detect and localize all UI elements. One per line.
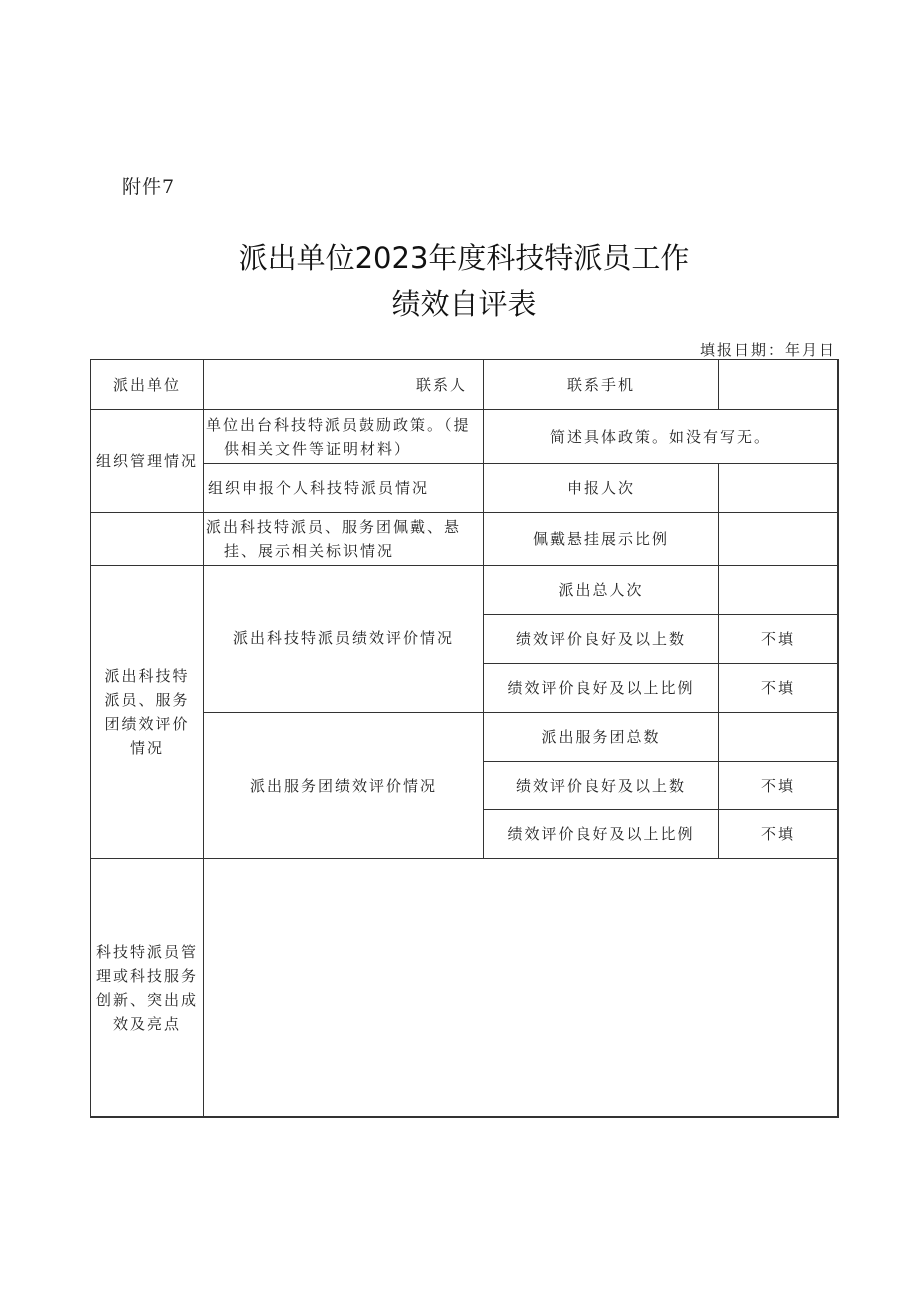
tech-good-label: 绩效评价良好及以上数 xyxy=(484,615,719,664)
badge-ratio-input[interactable] xyxy=(719,513,838,566)
form-title-line2: 绩效自评表 xyxy=(391,287,537,321)
policy-note-cell[interactable]: 简述具体政策。如没有写无。 xyxy=(484,410,838,464)
attachment-number: 附件7 xyxy=(122,176,176,198)
badge-empty-cell xyxy=(91,513,204,566)
team-total-label: 派出服务团总数 xyxy=(484,713,719,762)
tech-ratio-label: 绩效评价良好及以上比例 xyxy=(484,664,719,713)
performance-section-label: 派出科技特派员、服务团绩效评价情况 xyxy=(91,566,204,859)
policy-label: 单位出台科技特派员鼓励政策。（提供相关文件等证明材料） xyxy=(204,410,484,464)
phone-label: 联系手机 xyxy=(484,360,719,410)
team-ratio-label: 绩效评价良好及以上比例 xyxy=(484,810,719,859)
tech-performance-label: 派出科技特派员绩效评价情况 xyxy=(204,566,484,713)
highlights-input-area[interactable] xyxy=(204,859,838,1117)
declare-label: 组织申报个人科技特派员情况 xyxy=(204,464,484,513)
contact-label: 联系人 xyxy=(204,360,484,410)
badge-label: 派出科技特派员、服务团佩戴、悬挂、展示相关标识情况 xyxy=(204,513,484,566)
highlights-label: 科技特派员管理或科技服务创新、突出成效及亮点 xyxy=(91,859,204,1117)
tech-good-value: 不填 xyxy=(719,615,838,664)
tech-total-label: 派出总人次 xyxy=(484,566,719,615)
badge-ratio-label: 佩戴悬挂展示比例 xyxy=(484,513,719,566)
team-performance-label: 派出服务团绩效评价情况 xyxy=(204,713,484,859)
team-total-input[interactable] xyxy=(719,713,838,762)
form-title-line1: 派出单位2023年度科技特派员工作 xyxy=(238,241,690,275)
team-good-value: 不填 xyxy=(719,762,838,810)
org-management-label: 组织管理情况 xyxy=(91,410,204,513)
declare-count-input[interactable] xyxy=(719,464,838,513)
phone-input-cell[interactable] xyxy=(719,360,838,410)
tech-total-input[interactable] xyxy=(719,566,838,615)
team-good-label: 绩效评价良好及以上数 xyxy=(484,762,719,810)
declare-count-label: 申报人次 xyxy=(484,464,719,513)
team-ratio-value: 不填 xyxy=(719,810,838,859)
fill-date: 填报日期：年月日 xyxy=(699,341,836,359)
unit-label: 派出单位 xyxy=(91,360,204,410)
tech-ratio-value: 不填 xyxy=(719,664,838,713)
